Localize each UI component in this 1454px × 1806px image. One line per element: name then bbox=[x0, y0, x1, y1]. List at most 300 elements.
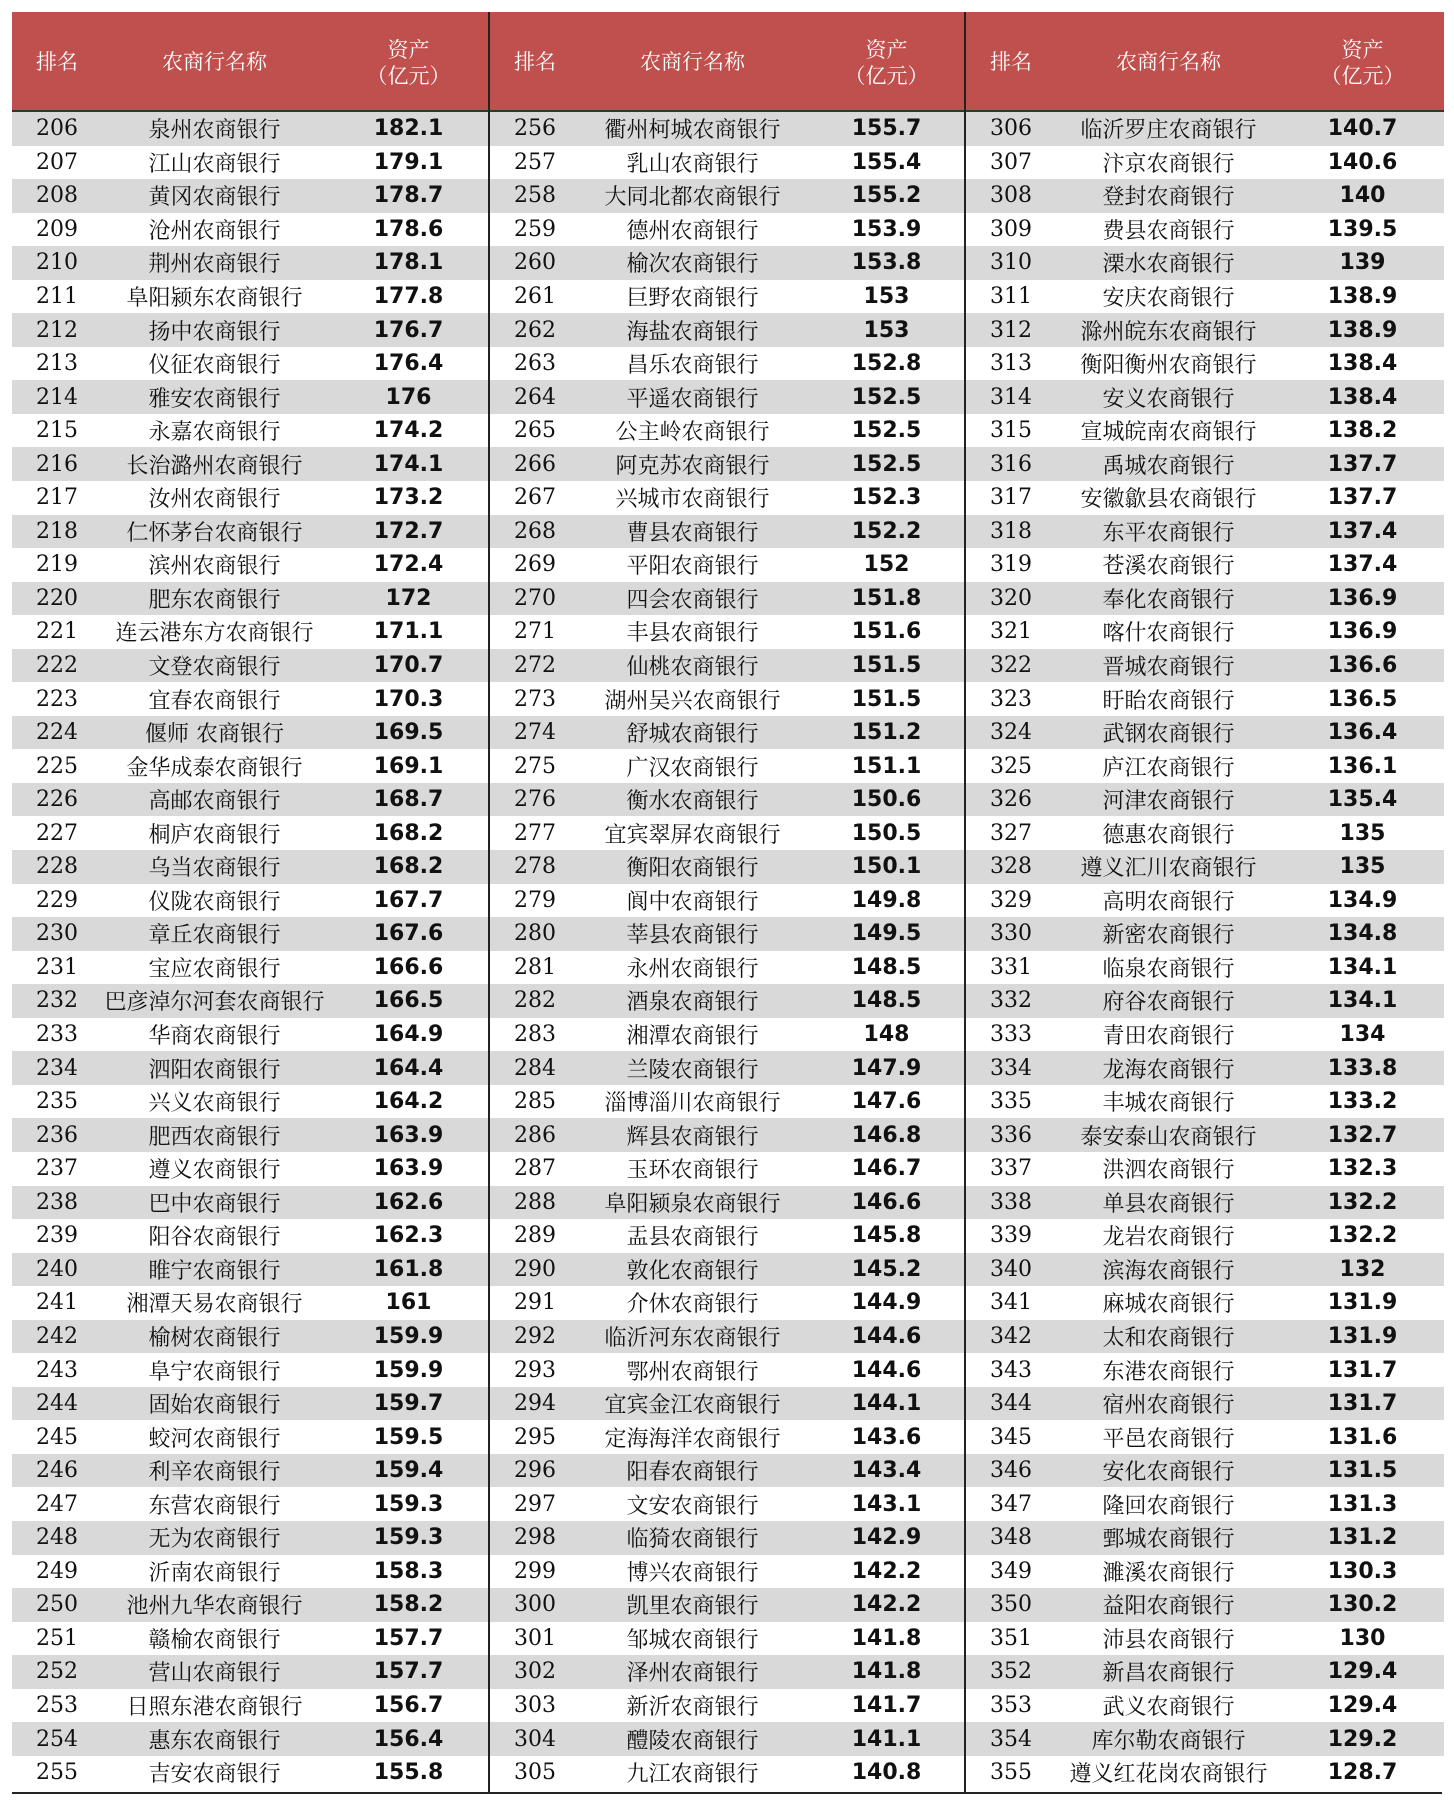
table-row bbox=[966, 1689, 1444, 1723]
table-row bbox=[12, 1420, 490, 1454]
cell-asset: 142.2 bbox=[851, 1592, 922, 1618]
table-row bbox=[12, 1253, 490, 1287]
cell-asset: 131.5 bbox=[1327, 1458, 1398, 1484]
cell-bank-name: 平遥农商银行 bbox=[626, 386, 759, 412]
cell-rank: 245 bbox=[36, 1424, 78, 1450]
cell-asset: 159.5 bbox=[373, 1424, 444, 1450]
table-row bbox=[12, 481, 490, 515]
cell-bank-name: 沂南农商银行 bbox=[148, 1560, 281, 1586]
table-row bbox=[490, 1387, 968, 1421]
cell-asset: 136.9 bbox=[1327, 619, 1398, 645]
table-row bbox=[966, 615, 1444, 649]
table-row bbox=[966, 1219, 1444, 1253]
cell-rank: 332 bbox=[990, 988, 1032, 1014]
table-row bbox=[966, 213, 1444, 247]
table-row bbox=[966, 246, 1444, 280]
cell-asset: 142.2 bbox=[851, 1558, 922, 1584]
table-row bbox=[490, 313, 968, 347]
cell-bank-name: 麻城农商银行 bbox=[1102, 1292, 1235, 1318]
table-row bbox=[12, 347, 490, 381]
cell-bank-name: 宜宾金江农商银行 bbox=[604, 1393, 781, 1419]
cell-rank: 275 bbox=[514, 753, 556, 779]
cell-asset: 164.2 bbox=[373, 1089, 444, 1115]
cell-rank: 292 bbox=[514, 1323, 556, 1349]
cell-bank-name: 奉化农商银行 bbox=[1102, 587, 1235, 613]
table-row bbox=[12, 682, 490, 716]
cell-rank: 323 bbox=[990, 686, 1032, 712]
cell-rank: 281 bbox=[514, 954, 556, 980]
cell-bank-name: 阳谷农商银行 bbox=[148, 1225, 281, 1251]
cell-bank-name: 丰城农商银行 bbox=[1102, 1091, 1235, 1117]
cell-asset: 158.3 bbox=[373, 1558, 444, 1584]
cell-bank-name: 阜阳颍东农商银行 bbox=[126, 286, 303, 311]
header-name: 农商行名称 bbox=[1116, 50, 1221, 74]
table-row bbox=[490, 1253, 968, 1287]
cell-asset: 145.8 bbox=[851, 1223, 922, 1249]
cell-asset: 182.1 bbox=[373, 116, 444, 142]
cell-asset: 139 bbox=[1339, 250, 1386, 276]
cell-asset: 172.7 bbox=[373, 518, 444, 544]
cell-rank: 302 bbox=[514, 1659, 556, 1685]
cell-asset: 150.1 bbox=[851, 854, 922, 880]
cell-rank: 319 bbox=[990, 552, 1032, 578]
table-row bbox=[966, 1387, 1444, 1421]
cell-asset: 152.8 bbox=[851, 351, 922, 377]
table-row bbox=[966, 1454, 1444, 1488]
cell-bank-name: 莘县农商银行 bbox=[626, 923, 759, 949]
table-row bbox=[12, 1186, 490, 1220]
cell-asset: 151.8 bbox=[851, 585, 922, 611]
cell-bank-name: 东港农商银行 bbox=[1102, 1359, 1235, 1385]
table-row bbox=[12, 447, 490, 481]
cell-asset: 143.6 bbox=[851, 1424, 922, 1450]
table-row bbox=[966, 1152, 1444, 1186]
table-row bbox=[966, 984, 1444, 1018]
table-row bbox=[966, 749, 1444, 783]
table-row bbox=[12, 313, 490, 347]
cell-bank-name: 阿克苏农商银行 bbox=[615, 453, 770, 479]
cell-bank-name: 费县农商银行 bbox=[1102, 218, 1235, 244]
cell-rank: 289 bbox=[514, 1223, 556, 1249]
cell-rank: 312 bbox=[990, 317, 1032, 343]
cell-asset: 162.6 bbox=[373, 1189, 444, 1215]
cell-asset: 168.2 bbox=[373, 854, 444, 880]
cell-rank: 318 bbox=[990, 518, 1032, 544]
cell-bank-name: 阜阳颍泉农商银行 bbox=[604, 1191, 781, 1217]
header-asset bbox=[1281, 33, 1444, 89]
cell-rank: 309 bbox=[990, 216, 1032, 242]
table-row bbox=[490, 213, 968, 247]
cell-asset: 131.2 bbox=[1327, 1525, 1398, 1551]
cell-rank: 246 bbox=[36, 1458, 78, 1484]
cell-asset: 153.9 bbox=[851, 216, 922, 242]
cell-bank-name: 长治潞州农商银行 bbox=[126, 453, 303, 479]
cell-rank: 208 bbox=[36, 183, 78, 209]
table-column-block bbox=[488, 12, 968, 1794]
cell-bank-name: 扬中农商银行 bbox=[148, 319, 281, 345]
cell-bank-name: 偃师 农商银行 bbox=[145, 722, 284, 748]
table-row bbox=[966, 884, 1444, 918]
cell-bank-name: 淄博淄川农商银行 bbox=[604, 1091, 781, 1117]
cell-rank: 285 bbox=[514, 1089, 556, 1115]
cell-asset: 138.9 bbox=[1327, 284, 1398, 309]
cell-bank-name: 九江农商银行 bbox=[626, 1762, 759, 1788]
cell-asset: 176.4 bbox=[373, 351, 444, 377]
header-name: 农商行名称 bbox=[162, 50, 267, 74]
table-header bbox=[490, 12, 968, 112]
cell-bank-name: 晋城农商银行 bbox=[1102, 655, 1235, 681]
cell-asset: 178.7 bbox=[373, 183, 444, 209]
cell-bank-name: 榆树农商银行 bbox=[148, 1325, 281, 1351]
cell-asset: 138.4 bbox=[1327, 351, 1398, 377]
cell-asset: 143.1 bbox=[851, 1491, 922, 1517]
cell-asset: 137.7 bbox=[1327, 485, 1398, 511]
cell-bank-name: 临泉农商银行 bbox=[1102, 956, 1235, 982]
cell-asset: 163.9 bbox=[373, 1156, 444, 1182]
cell-bank-name: 蛟河农商银行 bbox=[148, 1426, 281, 1452]
cell-bank-name: 庐江农商银行 bbox=[1102, 755, 1235, 781]
cell-asset: 150.5 bbox=[851, 820, 922, 846]
cell-bank-name: 邹城农商银行 bbox=[626, 1627, 759, 1653]
cell-bank-name: 单县农商银行 bbox=[1102, 1191, 1235, 1217]
cell-rank: 313 bbox=[990, 351, 1032, 377]
table-row bbox=[966, 447, 1444, 481]
cell-bank-name: 睢宁农商银行 bbox=[148, 1258, 281, 1284]
table-row bbox=[490, 515, 968, 549]
cell-rank: 311 bbox=[990, 284, 1032, 309]
cell-bank-name: 营山农商银行 bbox=[148, 1661, 281, 1687]
cell-bank-name: 平阳农商银行 bbox=[626, 554, 759, 580]
table-row bbox=[12, 1152, 490, 1186]
cell-rank: 354 bbox=[990, 1726, 1032, 1752]
table-row bbox=[490, 749, 968, 783]
cell-bank-name: 衡阳衡州农商银行 bbox=[1080, 353, 1257, 379]
cell-asset: 153.8 bbox=[851, 250, 922, 276]
cell-bank-name: 安义农商银行 bbox=[1102, 386, 1235, 412]
cell-bank-name: 博兴农商银行 bbox=[626, 1560, 759, 1586]
cell-asset: 159.9 bbox=[373, 1357, 444, 1383]
cell-bank-name: 沧州农商银行 bbox=[148, 218, 281, 244]
cell-asset: 141.8 bbox=[851, 1625, 922, 1651]
cell-bank-name: 汝州农商银行 bbox=[148, 487, 281, 513]
table-row bbox=[966, 649, 1444, 683]
cell-asset: 155.2 bbox=[851, 183, 922, 209]
cell-rank: 277 bbox=[514, 820, 556, 846]
cell-bank-name: 湘潭农商银行 bbox=[626, 1024, 759, 1050]
table-row bbox=[966, 1018, 1444, 1052]
cell-asset: 158.2 bbox=[373, 1592, 444, 1618]
table-row bbox=[490, 582, 968, 616]
cell-rank: 333 bbox=[990, 1022, 1032, 1048]
cell-rank: 329 bbox=[990, 887, 1032, 913]
cell-rank: 270 bbox=[514, 585, 556, 611]
table-row bbox=[12, 615, 490, 649]
cell-rank: 260 bbox=[514, 250, 556, 276]
table-row bbox=[966, 716, 1444, 750]
cell-asset: 153 bbox=[863, 317, 910, 343]
cell-rank: 215 bbox=[36, 418, 78, 444]
table-row bbox=[966, 1118, 1444, 1152]
table-row bbox=[12, 1286, 490, 1320]
cell-rank: 301 bbox=[514, 1625, 556, 1651]
cell-rank: 342 bbox=[990, 1323, 1032, 1349]
cell-bank-name: 介休农商银行 bbox=[626, 1292, 759, 1318]
table-row bbox=[490, 548, 968, 582]
table-row bbox=[12, 749, 490, 783]
cell-bank-name: 永州农商银行 bbox=[626, 956, 759, 982]
header-asset bbox=[805, 33, 968, 89]
cell-bank-name: 连云港东方农商银行 bbox=[115, 621, 314, 647]
cell-rank: 241 bbox=[36, 1290, 78, 1316]
cell-bank-name: 黄冈农商银行 bbox=[148, 185, 281, 211]
cell-asset: 174.2 bbox=[373, 418, 444, 444]
table-row bbox=[490, 884, 968, 918]
table-row bbox=[490, 1051, 968, 1085]
cell-bank-name: 泽州农商银行 bbox=[626, 1661, 759, 1687]
cell-bank-name: 定海海洋农商银行 bbox=[604, 1426, 781, 1452]
table-row bbox=[490, 1085, 968, 1119]
cell-asset: 161 bbox=[385, 1290, 432, 1316]
header-asset-line2: （亿元） bbox=[1320, 64, 1405, 88]
cell-asset: 148 bbox=[863, 1022, 910, 1048]
cell-asset: 134.8 bbox=[1327, 921, 1398, 947]
cell-bank-name: 泰安泰山农商银行 bbox=[1080, 1124, 1257, 1150]
table-row bbox=[966, 280, 1444, 314]
table-row bbox=[966, 414, 1444, 448]
cell-asset: 134 bbox=[1339, 1022, 1386, 1048]
cell-asset: 134.1 bbox=[1327, 954, 1398, 980]
cell-asset: 156.7 bbox=[373, 1692, 444, 1718]
table-row bbox=[490, 179, 968, 213]
cell-asset: 131.9 bbox=[1327, 1323, 1398, 1349]
table-header bbox=[12, 12, 490, 112]
cell-rank: 351 bbox=[990, 1625, 1032, 1651]
cell-asset: 146.7 bbox=[851, 1156, 922, 1182]
cell-bank-name: 新密农商银行 bbox=[1102, 923, 1235, 949]
cell-asset: 136.9 bbox=[1327, 585, 1398, 611]
cell-rank: 256 bbox=[514, 116, 556, 142]
table-row bbox=[966, 313, 1444, 347]
cell-rank: 206 bbox=[36, 116, 78, 142]
cell-asset: 135 bbox=[1339, 820, 1386, 846]
cell-asset: 131.9 bbox=[1327, 1290, 1398, 1316]
cell-bank-name: 仪陇农商银行 bbox=[148, 889, 281, 915]
cell-rank: 325 bbox=[990, 753, 1032, 779]
table-row bbox=[490, 146, 968, 180]
cell-asset: 167.7 bbox=[373, 887, 444, 913]
header-rank: 排名 bbox=[514, 50, 556, 74]
cell-asset: 140 bbox=[1339, 183, 1386, 209]
table-row bbox=[12, 112, 490, 146]
header-name: 农商行名称 bbox=[640, 50, 745, 74]
cell-asset: 133.8 bbox=[1327, 1055, 1398, 1081]
cell-asset: 139.5 bbox=[1327, 216, 1398, 242]
table-row bbox=[12, 1387, 490, 1421]
cell-rank: 263 bbox=[514, 351, 556, 377]
cell-asset: 176 bbox=[385, 384, 432, 410]
cell-rank: 288 bbox=[514, 1189, 556, 1215]
cell-asset: 173.2 bbox=[373, 485, 444, 511]
cell-rank: 249 bbox=[36, 1558, 78, 1584]
table-row bbox=[490, 1320, 968, 1354]
cell-asset: 155.4 bbox=[851, 149, 922, 175]
table-row bbox=[490, 1454, 968, 1488]
cell-bank-name: 登封农商银行 bbox=[1102, 185, 1235, 211]
cell-rank: 283 bbox=[514, 1022, 556, 1048]
cell-rank: 337 bbox=[990, 1156, 1032, 1182]
cell-rank: 257 bbox=[514, 149, 556, 175]
cell-bank-name: 荆州农商银行 bbox=[148, 252, 281, 278]
table-row bbox=[490, 1018, 968, 1052]
cell-rank: 293 bbox=[514, 1357, 556, 1383]
cell-rank: 280 bbox=[514, 921, 556, 947]
table-row bbox=[490, 1722, 968, 1756]
cell-bank-name: 宜春农商银行 bbox=[148, 688, 281, 714]
table-row bbox=[12, 213, 490, 247]
table-row bbox=[966, 1487, 1444, 1521]
cell-asset: 135 bbox=[1339, 854, 1386, 880]
table-header bbox=[966, 12, 1444, 112]
cell-rank: 341 bbox=[990, 1290, 1032, 1316]
cell-bank-name: 遵义红花岗农商银行 bbox=[1069, 1762, 1268, 1788]
cell-bank-name: 东营农商银行 bbox=[148, 1493, 281, 1519]
cell-asset: 170.7 bbox=[373, 653, 444, 679]
cell-bank-name: 惠东农商银行 bbox=[148, 1728, 281, 1754]
table-row bbox=[966, 816, 1444, 850]
cell-asset: 159.9 bbox=[373, 1323, 444, 1349]
cell-rank: 224 bbox=[36, 720, 78, 746]
cell-rank: 273 bbox=[514, 686, 556, 712]
cell-asset: 145.2 bbox=[851, 1256, 922, 1282]
cell-asset: 140.7 bbox=[1327, 116, 1398, 142]
cell-bank-name: 阆中农商银行 bbox=[626, 889, 759, 915]
cell-rank: 244 bbox=[36, 1391, 78, 1417]
cell-bank-name: 华商农商银行 bbox=[148, 1024, 281, 1050]
cell-rank: 230 bbox=[36, 921, 78, 947]
cell-bank-name: 洪泗农商银行 bbox=[1102, 1158, 1235, 1184]
cell-bank-name: 德惠农商银行 bbox=[1102, 822, 1235, 848]
cell-bank-name: 德州农商银行 bbox=[626, 218, 759, 244]
header-rank: 排名 bbox=[990, 50, 1032, 74]
cell-rank: 220 bbox=[36, 585, 78, 611]
table-row bbox=[12, 1521, 490, 1555]
cell-rank: 239 bbox=[36, 1223, 78, 1249]
cell-rank: 261 bbox=[514, 284, 556, 309]
table-row bbox=[490, 1555, 968, 1589]
table-row bbox=[12, 246, 490, 280]
cell-asset: 162.3 bbox=[373, 1223, 444, 1249]
table-row bbox=[12, 816, 490, 850]
cell-bank-name: 新沂农商银行 bbox=[626, 1694, 759, 1720]
table-row bbox=[12, 414, 490, 448]
cell-bank-name: 武钢农商银行 bbox=[1102, 722, 1235, 748]
cell-rank: 269 bbox=[514, 552, 556, 578]
cell-asset: 144.1 bbox=[851, 1391, 922, 1417]
cell-asset: 141.8 bbox=[851, 1659, 922, 1685]
cell-asset: 137.4 bbox=[1327, 518, 1398, 544]
cell-rank: 233 bbox=[36, 1022, 78, 1048]
table-row bbox=[966, 682, 1444, 716]
cell-rank: 276 bbox=[514, 787, 556, 813]
cell-rank: 350 bbox=[990, 1592, 1032, 1618]
cell-asset: 134.9 bbox=[1327, 887, 1398, 913]
table-row bbox=[12, 1051, 490, 1085]
cell-rank: 352 bbox=[990, 1659, 1032, 1685]
cell-bank-name: 滨州农商银行 bbox=[148, 554, 281, 580]
cell-rank: 334 bbox=[990, 1055, 1032, 1081]
cell-rank: 248 bbox=[36, 1525, 78, 1551]
cell-bank-name: 赣榆农商银行 bbox=[148, 1627, 281, 1653]
table-row bbox=[490, 917, 968, 951]
cell-bank-name: 海盐农商银行 bbox=[626, 319, 759, 345]
table-row bbox=[490, 615, 968, 649]
cell-bank-name: 衢州柯城农商银行 bbox=[604, 118, 781, 144]
cell-bank-name: 池州九华农商银行 bbox=[126, 1594, 303, 1620]
cell-bank-name: 宣城皖南农商银行 bbox=[1080, 420, 1257, 446]
cell-bank-name: 苍溪农商银行 bbox=[1102, 554, 1235, 580]
cell-asset: 132.2 bbox=[1327, 1189, 1398, 1215]
cell-bank-name: 利辛农商银行 bbox=[148, 1460, 281, 1486]
cell-asset: 172 bbox=[385, 585, 432, 611]
table-row bbox=[966, 951, 1444, 985]
table-body bbox=[12, 112, 490, 1789]
table-row bbox=[490, 1756, 968, 1790]
cell-rank: 286 bbox=[514, 1122, 556, 1148]
cell-bank-name: 章丘农商银行 bbox=[148, 923, 281, 949]
cell-bank-name: 敦化农商银行 bbox=[626, 1258, 759, 1284]
cell-rank: 207 bbox=[36, 149, 78, 175]
table-row bbox=[490, 380, 968, 414]
cell-bank-name: 禹城农商银行 bbox=[1102, 453, 1235, 479]
cell-asset: 129.4 bbox=[1327, 1659, 1398, 1685]
table-body bbox=[966, 112, 1444, 1789]
cell-bank-name: 肥东农商银行 bbox=[148, 587, 281, 613]
cell-rank: 223 bbox=[36, 686, 78, 712]
cell-bank-name: 宜宾翠屏农商银行 bbox=[604, 822, 781, 848]
cell-bank-name: 舒城农商银行 bbox=[626, 722, 759, 748]
cell-asset: 159.7 bbox=[373, 1391, 444, 1417]
cell-rank: 300 bbox=[514, 1592, 556, 1618]
cell-asset: 131.6 bbox=[1327, 1424, 1398, 1450]
cell-bank-name: 阳春农商银行 bbox=[626, 1460, 759, 1486]
cell-rank: 303 bbox=[514, 1692, 556, 1718]
table-row bbox=[490, 1521, 968, 1555]
cell-rank: 307 bbox=[990, 149, 1032, 175]
cell-rank: 252 bbox=[36, 1659, 78, 1685]
cell-asset: 157.7 bbox=[373, 1659, 444, 1685]
table-row bbox=[12, 179, 490, 213]
table-row bbox=[12, 1018, 490, 1052]
cell-bank-name: 榆次农商银行 bbox=[626, 252, 759, 278]
cell-rank: 212 bbox=[36, 317, 78, 343]
cell-asset: 157.7 bbox=[373, 1625, 444, 1651]
cell-asset: 159.3 bbox=[373, 1491, 444, 1517]
table-row bbox=[12, 850, 490, 884]
table-row bbox=[12, 1689, 490, 1723]
cell-rank: 272 bbox=[514, 653, 556, 679]
header-asset-line1: 资产 bbox=[865, 38, 908, 62]
cell-bank-name: 滁州皖东农商银行 bbox=[1080, 319, 1257, 345]
cell-asset: 152.5 bbox=[851, 451, 922, 477]
cell-asset: 153 bbox=[863, 284, 910, 309]
table-row bbox=[966, 1286, 1444, 1320]
table-row bbox=[490, 984, 968, 1018]
cell-bank-name: 盱眙农商银行 bbox=[1102, 688, 1235, 714]
cell-rank: 234 bbox=[36, 1055, 78, 1081]
cell-rank: 344 bbox=[990, 1391, 1032, 1417]
cell-asset: 152 bbox=[863, 552, 910, 578]
cell-rank: 229 bbox=[36, 887, 78, 913]
